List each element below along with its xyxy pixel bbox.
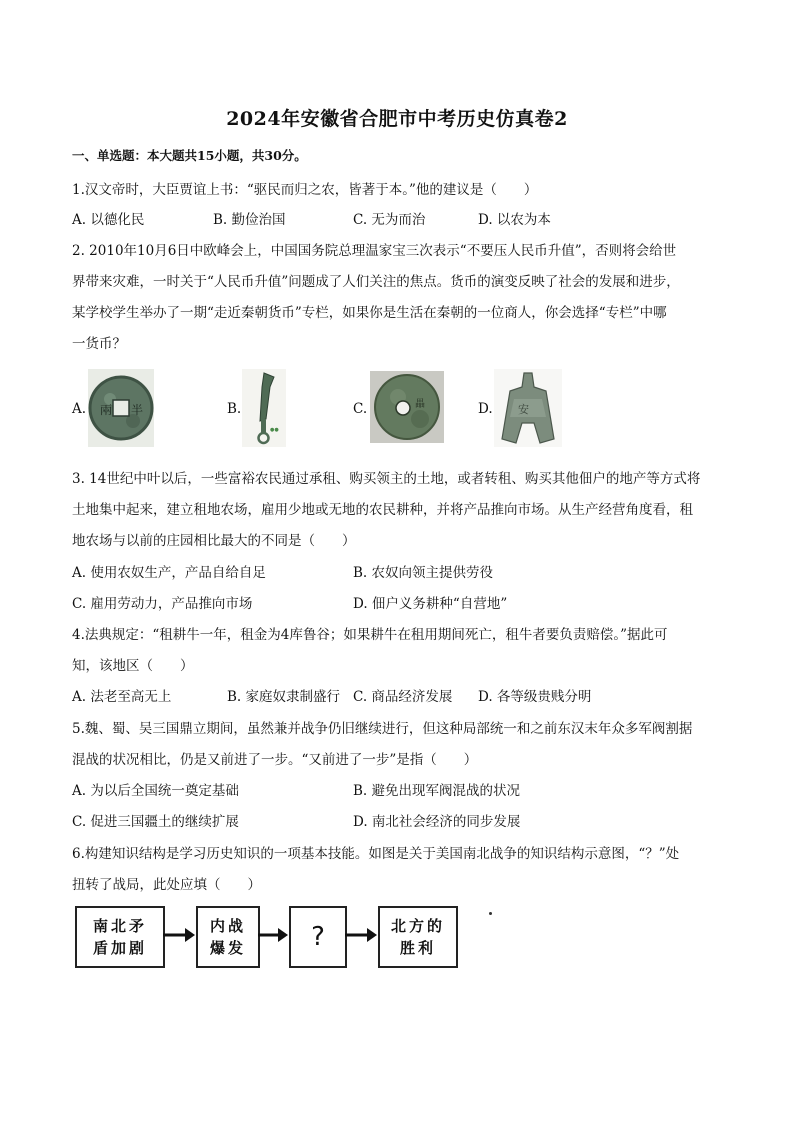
- question-2-line-2: 界带来灾难，一时关于“人民币升值”问题成了人们关注的焦点。货币的演变反映了社会的发展和进步，: [72, 274, 680, 290]
- question-3-line-2: 土地集中起来，建立租地农场，雇用少地或无地的农民耕种，并将产品推向市场。从生产经营角度看，租: [72, 502, 693, 518]
- question-4-line-2: 知，该地区（ ）: [72, 658, 194, 674]
- question-2-line-3: 某学校学生举办了一期“走近秦朝货币”专栏，如果你是生活在秦朝的一位商人，你会选择“专栏”中哪: [72, 305, 667, 321]
- question-2-option-a: A.: [72, 401, 87, 417]
- question-mark: ?: [311, 922, 325, 952]
- question-5-option-d: D. 南北社会经济的同步发展: [353, 814, 521, 830]
- question-5-line-2: 混战的状况相比，仍是又前进了一步。“又前进了一步”是指（ ）: [72, 752, 478, 768]
- question-1-option-c: C. 无为而治: [353, 212, 426, 228]
- flow-step-2-line-1: 内战: [209, 917, 246, 935]
- question-4-option-c: C. 商品经济发展: [353, 689, 453, 705]
- flow-step-2-line-2: 爆发: [209, 939, 246, 957]
- svg-text:●●: ●●: [270, 427, 279, 433]
- question-1-option-a: A. 以德化民: [72, 212, 145, 228]
- question-4-option-d: D. 各等级贵贱分明: [478, 689, 592, 705]
- question-3-option-b: B. 农奴向领主提供劳役: [353, 565, 494, 581]
- question-3-option-d: D. 佃户义务耕种“自营地”: [353, 596, 508, 612]
- question-2-line-4: 一货币？: [72, 336, 126, 352]
- svg-text:半: 半: [131, 403, 144, 417]
- svg-text:畾: 畾: [415, 399, 425, 410]
- speck: [489, 912, 492, 915]
- arrow-right-icon: [256, 926, 290, 944]
- flow-step-4-line-1: 北方的: [390, 917, 445, 935]
- question-5-option-a: A. 为以后全国统一奠定基础: [72, 783, 239, 799]
- question-2-option-b: B.: [227, 401, 242, 417]
- svg-text:安: 安: [518, 403, 529, 416]
- question-6-line-2: 扭转了战局，此处应填（ ）: [72, 877, 261, 893]
- question-1-stem: 1.汉文帝时，大臣贾谊上书：“驱民而归之农，皆著于本。”他的建议是（ ）: [72, 182, 538, 198]
- question-3-option-c: C. 雇用劳动力，产品推向市场: [72, 596, 253, 612]
- svg-text:兩: 兩: [100, 403, 113, 417]
- flow-step-4: [378, 906, 458, 968]
- arrow-right-icon: [161, 926, 197, 944]
- knife-money-icon: [242, 369, 286, 451]
- flow-step-1-line-1: 南北矛: [92, 917, 147, 935]
- question-2-option-c: C.: [353, 401, 368, 417]
- round-hole-coin-icon: [370, 371, 444, 447]
- question-5-option-b: B. 避免出现军阀混战的状况: [353, 783, 521, 799]
- arrow-right-icon: [343, 926, 379, 944]
- flow-step-1-line-2: 盾加剧: [92, 939, 147, 957]
- question-5-line-1: 5.魏、蜀、吴三国鼎立期间，虽然兼并战争仍旧继续进行，但这种局部统一和之前东汉末年众多军阀割据: [72, 721, 693, 737]
- question-3-option-a: A. 使用农奴生产，产品自给自足: [72, 565, 266, 581]
- flow-step-unknown: [289, 906, 347, 968]
- flow-step-1: [75, 906, 165, 968]
- spade-money-icon: [494, 369, 562, 451]
- flow-step-2: [196, 906, 260, 968]
- question-3-line-3: 地农场与以前的庄园相比最大的不同是（ ）: [72, 533, 356, 549]
- question-3-line-1: 3. 14世纪中叶以后，一些富裕农民通过承租、购买领主的土地，或者转租、购买其他佃户的地产等方式将: [72, 471, 701, 487]
- question-1-option-b: B. 勤俭治国: [213, 212, 286, 228]
- section-heading: 一、单选题：本大题共15小题，共30分。: [72, 148, 307, 163]
- question-4-option-b: B. 家庭奴隶制盛行: [227, 689, 341, 705]
- banliang-coin-icon: [88, 369, 154, 451]
- question-4-line-1: 4.法典规定：“租耕牛一年，租金为4库鲁谷；如果耕牛在租用期间死亡，租牛者要负责赔偿。”据此可: [72, 627, 668, 643]
- question-6-line-1: 6.构建知识结构是学习历史知识的一项基本技能。如图是关于美国南北战争的知识结构示意图，“？”处: [72, 846, 680, 862]
- question-1-option-d: D. 以农为本: [478, 212, 551, 228]
- flow-step-4-line-2: 胜利: [399, 939, 436, 957]
- question-2-option-d: D.: [478, 401, 493, 417]
- question-2-line-1: 2. 2010年10月6日中欧峰会上，中国国务院总理温家宝三次表示“不要压人民币升值”，否则将会给世: [72, 243, 677, 259]
- question-5-option-c: C. 促进三国疆土的继续扩展: [72, 814, 239, 830]
- page-title: 2024年安徽省合肥市中考历史仿真卷2: [226, 108, 568, 130]
- question-4-option-a: A. 法老至高无上: [72, 689, 172, 705]
